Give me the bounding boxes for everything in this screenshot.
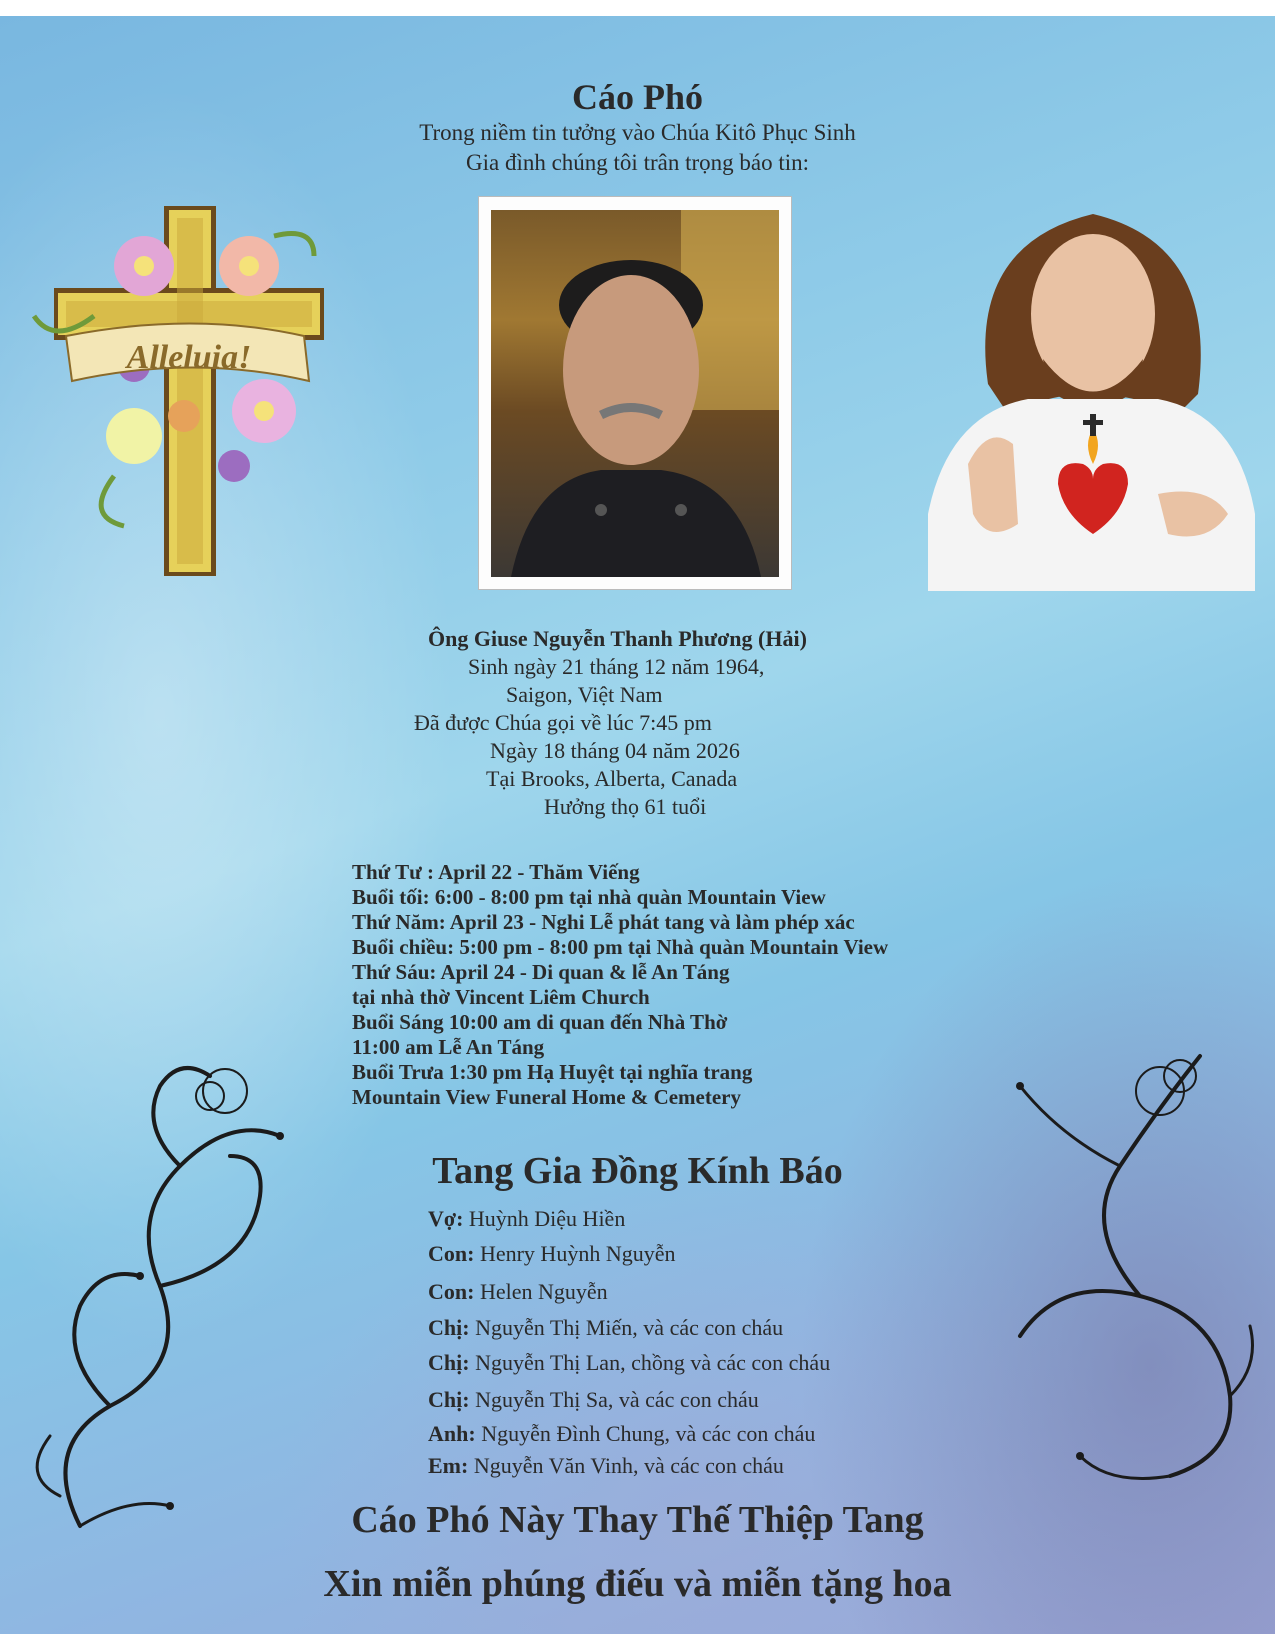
relation-label: Con: — [428, 1241, 475, 1266]
family-member — [428, 1453, 784, 1479]
schedule-line: Thứ Năm: April 23 - Nghi Lễ phát tang và làm phép xác — [352, 910, 855, 934]
family-member — [428, 1350, 830, 1376]
portrait-frame — [478, 196, 792, 590]
family-member — [428, 1206, 625, 1232]
schedule-line: 11:00 am Lễ An Táng — [352, 1035, 545, 1059]
sacred-heart-image — [928, 184, 1255, 591]
deceased-name: Ông Giuse Nguyễn Thanh Phương (Hải) — [428, 626, 807, 651]
passed-place: Tại Brooks, Alberta, Canada — [486, 766, 738, 791]
intro-line-1: Trong niềm tin tưởng vào Chúa Kitô Phục Sinh — [419, 120, 856, 145]
birth-date: Sinh ngày 21 tháng 12 năm 1964, — [468, 654, 765, 679]
page-title: Cáo Phó — [571, 77, 703, 117]
family-member — [428, 1387, 759, 1413]
relation-label: Con: — [428, 1279, 475, 1304]
member-name: Nguyễn Thị Sa, và các con cháu — [475, 1387, 759, 1412]
closing-line-1: Cáo Phó Này Thay Thế Thiệp Tang — [351, 1499, 924, 1541]
relation-label: Chị: — [428, 1387, 470, 1412]
alleluia-banner — [66, 324, 309, 382]
member-name: Nguyễn Văn Vinh, và các con cháu — [473, 1453, 784, 1478]
schedule-line: Buổi Trưa 1:30 pm Hạ Huyệt tại nghĩa trang — [352, 1060, 753, 1084]
schedule-line: tại nhà thờ Vincent Liêm Church — [352, 985, 650, 1009]
family-member — [428, 1241, 675, 1267]
portrait-photo — [491, 210, 779, 577]
member-name: Henry Huỳnh Nguyễn — [479, 1241, 676, 1266]
member-name: Helen Nguyễn — [479, 1279, 608, 1304]
relation-label: Anh: — [428, 1421, 476, 1446]
closing-line-2: Xin miễn phúng điếu và miễn tặng hoa — [323, 1563, 952, 1605]
age: Hưởng thọ 61 tuổi — [544, 794, 707, 819]
member-name: Nguyễn Thị Lan, chồng và các con cháu — [475, 1350, 831, 1375]
schedule-line: Mountain View Funeral Home & Cemetery — [352, 1085, 742, 1109]
schedule-line: Buổi tối: 6:00 - 8:00 pm tại nhà quàn Mountain View — [352, 885, 826, 909]
right-swirl-ornament-icon — [1000, 1036, 1260, 1496]
member-name: Nguyễn Đình Chung, và các con cháu — [481, 1421, 816, 1446]
relation-label: Em: — [428, 1453, 469, 1478]
schedule-line: Buổi chiều: 5:00 pm - 8:00 pm tại Nhà quàn Mountain View — [352, 935, 889, 959]
family-member — [428, 1315, 783, 1341]
intro-line-2: Gia đình chúng tôi trân trọng báo tin: — [465, 150, 810, 175]
schedule-line: Buổi Sáng 10:00 am di quan đến Nhà Thờ — [352, 1010, 728, 1034]
relation-label: Vợ: — [428, 1206, 464, 1231]
obituary-page — [0, 16, 1275, 1634]
left-swirl-ornament-icon — [20, 1026, 320, 1546]
member-name: Huỳnh Diệu Hiền — [468, 1206, 626, 1231]
family-member — [428, 1279, 608, 1305]
schedule-line: Thứ Tư : April 22 - Thăm Viếng — [352, 860, 640, 884]
birth-place: Saigon, Việt Nam — [506, 682, 663, 707]
banner-text: Alleluia! — [126, 339, 252, 376]
relation-label: Chị: — [428, 1350, 470, 1375]
passed-date: Ngày 18 tháng 04 năm 2026 — [490, 738, 740, 763]
person-icon — [491, 210, 779, 577]
relation-label: Chị: — [428, 1315, 470, 1340]
member-name: Nguyễn Thị Miến, và các con cháu — [475, 1315, 784, 1340]
family-heading: Tang Gia Đồng Kính Báo — [432, 1150, 843, 1192]
alleluia-cross-image — [14, 196, 344, 596]
family-member — [428, 1421, 815, 1447]
schedule-line: Thứ Sáu: April 24 - Di quan & lễ An Táng — [352, 960, 730, 984]
passed-time: Đã được Chúa gọi về lúc 7:45 pm — [414, 710, 712, 735]
service-schedule — [352, 860, 1052, 1110]
